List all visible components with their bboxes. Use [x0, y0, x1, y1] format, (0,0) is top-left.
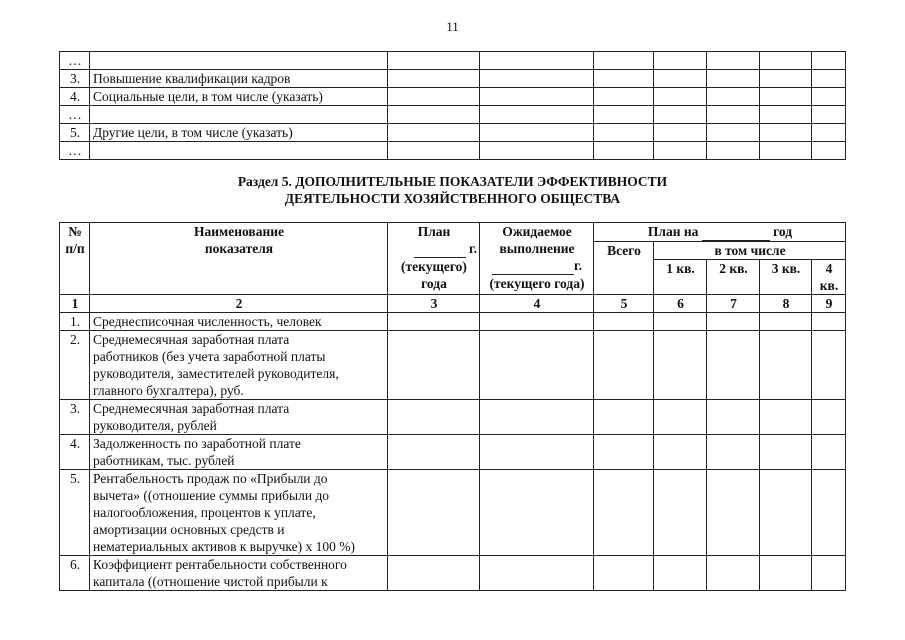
value-cell: [388, 331, 480, 400]
value-cell: [707, 142, 760, 160]
table-row: [60, 400, 846, 435]
header-including: в том числе: [654, 242, 846, 260]
value-cell: [594, 106, 654, 124]
value-cell: [594, 70, 654, 88]
header-plan-on-year: План на год: [594, 223, 846, 242]
row-label: Повышение квалификации кадров: [90, 70, 388, 88]
column-number: 4: [480, 295, 594, 313]
indicator-name: [90, 556, 388, 591]
value-cell: [594, 88, 654, 106]
row-label: [90, 52, 388, 70]
value-cell: [388, 313, 480, 331]
value-cell: [760, 470, 812, 556]
table-row: [60, 331, 846, 400]
value-cell: [594, 124, 654, 142]
column-number: 3: [388, 295, 480, 313]
value-cell: [480, 435, 594, 470]
value-cell: [388, 52, 480, 70]
value-cell: [480, 88, 594, 106]
main-table: [59, 222, 846, 591]
value-cell: [594, 556, 654, 591]
column-number: 5: [594, 295, 654, 313]
indicator-name-line: Среднесписочная численность, человек: [93, 314, 322, 329]
value-cell: [388, 400, 480, 435]
value-cell: [654, 470, 707, 556]
column-number: 7: [707, 295, 760, 313]
value-cell: [760, 88, 812, 106]
value-cell: [594, 313, 654, 331]
value-cell: [654, 52, 707, 70]
value-cell: [388, 142, 480, 160]
row-number: 6.: [60, 556, 90, 591]
value-cell: [707, 331, 760, 400]
row-number: …: [60, 106, 90, 124]
table-row: [60, 70, 846, 88]
indicator-name: [90, 400, 388, 435]
value-cell: [480, 556, 594, 591]
value-cell: [812, 88, 846, 106]
indicator-name-line: Коэффициент рентабельности собственного: [93, 557, 347, 572]
value-cell: [760, 331, 812, 400]
header-num: № п/п: [60, 223, 90, 295]
value-cell: [480, 70, 594, 88]
section-title-line-2: ДЕЯТЕЛЬНОСТИ ХОЗЯЙСТВЕННОГО ОБЩЕСТВА: [284, 191, 621, 206]
table-row: [60, 470, 846, 556]
value-cell: [480, 313, 594, 331]
row-number: …: [60, 142, 90, 160]
row-number: 3.: [60, 400, 90, 435]
value-cell: [594, 400, 654, 435]
row-label: [90, 106, 388, 124]
value-cell: [654, 331, 707, 400]
value-cell: [707, 88, 760, 106]
value-cell: [707, 124, 760, 142]
value-cell: [388, 88, 480, 106]
value-cell: [388, 556, 480, 591]
header-indicator-name: Наименование показателя: [90, 223, 388, 295]
row-number: 1.: [60, 313, 90, 331]
value-cell: [388, 470, 480, 556]
header-q3: 3 кв.: [760, 260, 812, 295]
value-cell: [760, 106, 812, 124]
value-cell: [812, 142, 846, 160]
section-title-line-1: Раздел 5. ДОПОЛНИТЕЛЬНЫЕ ПОКАЗАТЕЛИ ЭФФЕКТИВНОСТИ: [237, 174, 668, 189]
value-cell: [594, 470, 654, 556]
value-cell: [388, 124, 480, 142]
value-cell: [594, 142, 654, 160]
value-cell: [654, 88, 707, 106]
indicator-name-line: Среднемесячная заработная плата: [93, 401, 290, 416]
value-cell: [812, 124, 846, 142]
value-cell: [707, 400, 760, 435]
column-number: 9: [812, 295, 846, 313]
value-cell: [707, 556, 760, 591]
header-plan-current: План г. (текущего) года: [388, 223, 480, 295]
indicator-name: [90, 470, 388, 556]
value-cell: [812, 435, 846, 470]
value-cell: [654, 142, 707, 160]
value-cell: [654, 124, 707, 142]
value-cell: [707, 470, 760, 556]
value-cell: [812, 400, 846, 435]
value-cell: [480, 142, 594, 160]
value-cell: [594, 331, 654, 400]
row-label: Другие цели, в том числе (указать): [90, 124, 388, 142]
value-cell: [480, 331, 594, 400]
value-cell: [480, 106, 594, 124]
value-cell: [812, 313, 846, 331]
value-cell: [654, 556, 707, 591]
column-number: 1: [60, 295, 90, 313]
section-title: [0, 173, 905, 207]
row-label: [90, 142, 388, 160]
row-number: 5.: [60, 124, 90, 142]
header-expected-performance: Ожидаемое выполнение г. (текущего года): [480, 223, 594, 295]
page-number: 11: [446, 19, 459, 34]
table-row: [60, 556, 846, 591]
indicator-name: [90, 313, 388, 331]
value-cell: [480, 52, 594, 70]
indicator-name-line: Среднемесячная заработная плата: [93, 332, 290, 347]
value-cell: [760, 70, 812, 88]
indicator-name: [90, 331, 388, 400]
indicator-name-line: нематериальных активов к выручке) х 100 %): [93, 539, 355, 554]
value-cell: [760, 142, 812, 160]
value-cell: [760, 435, 812, 470]
indicator-name-line: Рентабельность продаж по «Прибыли до: [93, 471, 328, 486]
value-cell: [812, 70, 846, 88]
value-cell: [707, 52, 760, 70]
table-row: [60, 435, 846, 470]
value-cell: [812, 106, 846, 124]
indicator-name-line: амортизации основных средств и: [93, 522, 285, 537]
value-cell: [654, 400, 707, 435]
value-cell: [760, 313, 812, 331]
indicator-name-line: руководителя, рублей: [93, 418, 217, 433]
row-number: 3.: [60, 70, 90, 88]
value-cell: [594, 435, 654, 470]
value-cell: [707, 70, 760, 88]
table-row: [60, 124, 846, 142]
header-q4: 4 кв.: [812, 260, 846, 295]
value-cell: [760, 556, 812, 591]
indicator-name-line: главного бухгалтера), руб.: [93, 383, 244, 398]
value-cell: [707, 435, 760, 470]
value-cell: [760, 124, 812, 142]
header-q1: 1 кв.: [654, 260, 707, 295]
value-cell: [594, 52, 654, 70]
value-cell: [812, 556, 846, 591]
table-row: [60, 313, 846, 331]
value-cell: [812, 52, 846, 70]
indicator-name-line: работников (без учета заработной платы: [93, 349, 326, 364]
value-cell: [654, 70, 707, 88]
table-row: [60, 106, 846, 124]
indicator-name-line: работникам, тыс. рублей: [93, 453, 235, 468]
value-cell: [760, 400, 812, 435]
top-table: [59, 51, 846, 160]
header-q2: 2 кв.: [707, 260, 760, 295]
indicator-name-line: руководителя, заместителей руководителя,: [93, 366, 339, 381]
value-cell: [480, 400, 594, 435]
value-cell: [480, 470, 594, 556]
value-cell: [654, 435, 707, 470]
column-numbers-row: [60, 295, 846, 313]
table-row: [60, 142, 846, 160]
indicator-name: [90, 435, 388, 470]
value-cell: [654, 313, 707, 331]
indicator-name-line: Задолженность по заработной плате: [93, 436, 301, 451]
indicator-name-line: налогообложения, процентов к уплате,: [93, 505, 316, 520]
value-cell: [812, 470, 846, 556]
value-cell: [707, 106, 760, 124]
row-label: Социальные цели, в том числе (указать): [90, 88, 388, 106]
column-number: 8: [760, 295, 812, 313]
value-cell: [388, 435, 480, 470]
table-row: [60, 52, 846, 70]
header-total: Всего: [594, 242, 654, 295]
value-cell: [760, 52, 812, 70]
row-number: …: [60, 52, 90, 70]
value-cell: [388, 106, 480, 124]
row-number: 4.: [60, 435, 90, 470]
row-number: 5.: [60, 470, 90, 556]
row-number: 4.: [60, 88, 90, 106]
value-cell: [812, 331, 846, 400]
value-cell: [388, 70, 480, 88]
indicator-name-line: вычета» ((отношение суммы прибыли до: [93, 488, 330, 503]
column-number: 6: [654, 295, 707, 313]
column-number: 2: [90, 295, 388, 313]
indicator-name-line: капитала ((отношение чистой прибыли к: [93, 574, 328, 589]
row-number: 2.: [60, 331, 90, 400]
value-cell: [654, 106, 707, 124]
value-cell: [707, 313, 760, 331]
value-cell: [480, 124, 594, 142]
table-row: [60, 88, 846, 106]
